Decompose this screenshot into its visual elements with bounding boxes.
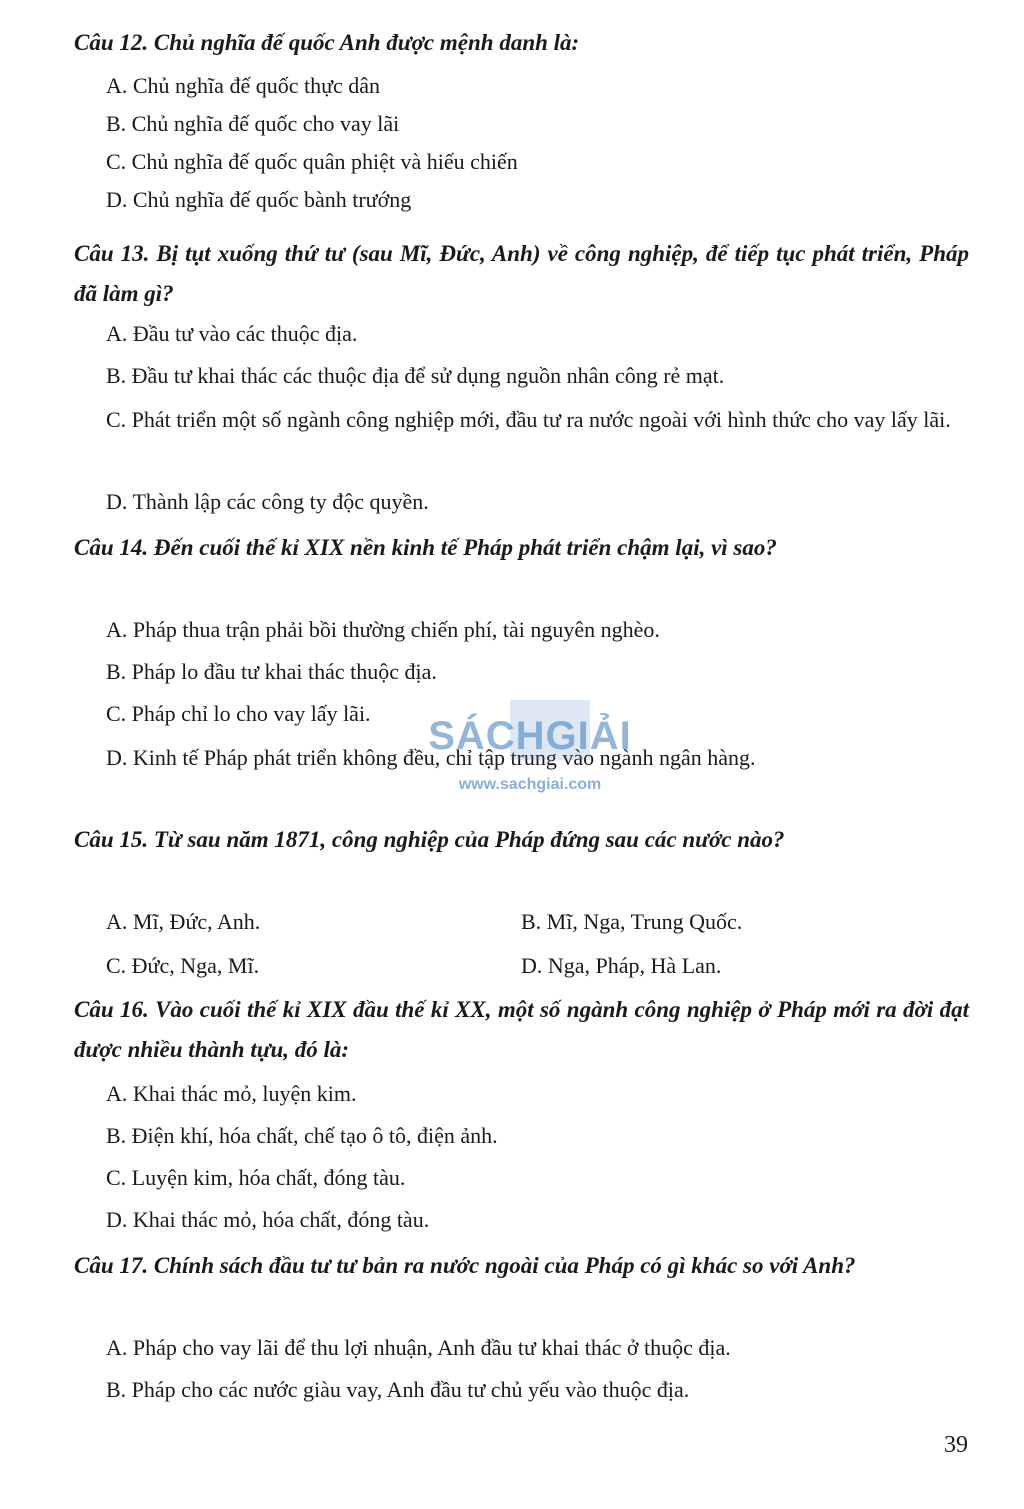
question-12-option-b: B. Chủ nghĩa đế quốc cho vay lãi	[106, 111, 400, 136]
question-15-option-a: A. Mĩ, Đức, Anh.	[106, 909, 261, 934]
question-14-option-c: C. Pháp chỉ lo cho vay lấy lãi.	[106, 701, 371, 726]
question-15-option-b: B. Mĩ, Nga, Trung Quốc.	[521, 909, 743, 934]
question-17-stem: Câu 17. Chính sách đầu tư tư bản ra nước ngoài của Pháp có gì khác so với Anh?	[74, 1253, 856, 1278]
question-13-option-b: B. Đầu tư khai thác các thuộc địa để sử dụng nguồn nhân công rẻ mạt.	[106, 363, 725, 388]
question-13-stem: Câu 13. Bị tụt xuống thứ tư (sau Mĩ, Đức, Anh) về công nghiệp, để tiếp tục phát triển, Pháp đã làm gì?	[74, 241, 969, 306]
question-16-stem: Câu 16. Vào cuối thế kỉ XIX đầu thế kỉ XX, một số ngành công nghiệp ở Pháp mới ra đời đạt được nhiều thành tựu, đó là:	[74, 997, 969, 1062]
question-12-option-c: C. Chủ nghĩa đế quốc quân phiệt và hiếu chiến	[106, 149, 518, 174]
watermark-url: www.sachgiai.com	[458, 776, 602, 793]
watermark	[410, 700, 650, 810]
question-15-option-c: C. Đức, Nga, Mĩ.	[106, 953, 260, 978]
question-16-option-a: A. Khai thác mỏ, luyện kim.	[106, 1081, 357, 1106]
question-15-option-d: D. Nga, Pháp, Hà Lan.	[521, 953, 722, 978]
question-17-option-a: A. Pháp cho vay lãi để thu lợi nhuận, Anh đầu tư khai thác ở thuộc địa.	[106, 1335, 731, 1360]
question-17-option-b: B. Pháp cho các nước giàu vay, Anh đầu tư chủ yếu vào thuộc địa.	[106, 1377, 690, 1402]
question-13-option-c: C. Phát triển một số ngành công nghiệp mới, đầu tư ra nước ngoài với hình thức cho vay lấy lãi.	[106, 407, 951, 432]
question-14-stem: Câu 14. Đến cuối thế kỉ XIX nền kinh tế Pháp phát triển chậm lại, vì sao?	[74, 535, 777, 560]
question-12-option-a: A. Chủ nghĩa đế quốc thực dân	[106, 73, 381, 98]
question-15-stem: Câu 15. Từ sau năm 1871, công nghiệp của Pháp đứng sau các nước nào?	[74, 827, 785, 852]
question-16-option-b: B. Điện khí, hóa chất, chế tạo ô tô, điện ảnh.	[106, 1123, 498, 1148]
page-number: 39	[944, 1432, 968, 1458]
question-14-option-d: D. Kinh tế Pháp phát triển không đều, chỉ tập trung vào ngành ngân hàng.	[106, 745, 756, 770]
watermark-brand: SÁCHGIẢI	[428, 714, 632, 758]
question-14-option-b: B. Pháp lo đầu tư khai thác thuộc địa.	[106, 659, 437, 684]
question-14-option-a: A. Pháp thua trận phải bồi thường chiến phí, tài nguyên nghèo.	[106, 617, 660, 642]
question-16-option-d: D. Khai thác mỏ, hóa chất, đóng tàu.	[106, 1207, 430, 1232]
question-16-option-c: C. Luyện kim, hóa chất, đóng tàu.	[106, 1165, 406, 1190]
question-12-stem: Câu 12. Chủ nghĩa đế quốc Anh được mệnh danh là:	[74, 30, 580, 55]
question-12-option-d: D. Chủ nghĩa đế quốc bành trướng	[106, 187, 412, 212]
question-13-option-d: D. Thành lập các công ty độc quyền.	[106, 489, 429, 514]
question-13-option-a: A. Đầu tư vào các thuộc địa.	[106, 321, 358, 346]
